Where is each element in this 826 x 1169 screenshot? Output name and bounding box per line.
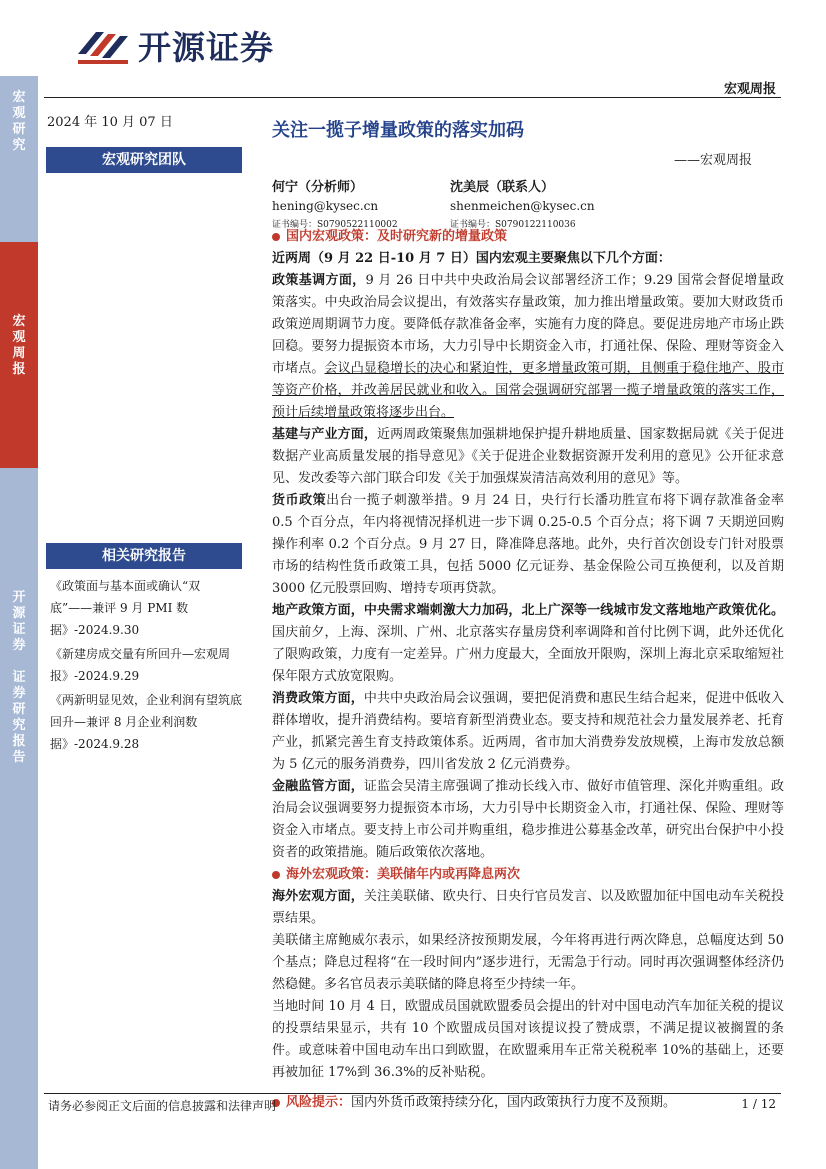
brand-mark-icon [74, 24, 134, 68]
analyst-email[interactable]: shenmeichen@kysec.cn [450, 199, 595, 213]
report-title: 关注一揽子增量政策的落实加码 [272, 120, 524, 141]
sidebar-segment-bottom [0, 468, 38, 1169]
related-reports-list [50, 575, 242, 757]
analyst-card [272, 176, 398, 230]
risk-warning: 风险提示：国内外货币政策持续分化，国内政策执行力度不及预期。 [272, 1092, 784, 1114]
sidebar-segment-top [0, 76, 38, 242]
analyst-name: 何宁（分析师） [272, 180, 364, 195]
footer-disclaimer: 请务必参阅正文后面的信息披露和法律声明 [48, 1099, 277, 1113]
sidebar-segment-mid [0, 242, 38, 468]
left-sidebar [0, 0, 38, 1169]
paragraph: 海外宏观方面，关注美联储、欧央行、日央行官员发言、以及欧盟加征中国电动车关税投票结果。 [272, 889, 784, 926]
paragraph: 地产政策方面，中央需求端刺激大力加码，北上广深等一线城市发文落地地产政策优化。国庆前夕，上海、深圳、广州、北京落实存量房贷利率调降和首付比例下调，此外还优化了限购政策，力度有一定差异。广州力度最大，全面放开限购，深圳上海北京采取缩短社保年限方式放宽限购。 [272, 603, 784, 684]
paragraph: 货币政策出台一揽子刺激举措。9 月 24 日，央行行长潘功胜宣布将下调存款准备金率 0.5 个百分点，年内将视情况择机进一步下调 0.25-0.5 个百分点；将下调 7 天期逆回购操作利率 0.2 个百分点。9 月 27 日，降准降息落地。此外，央行首次创设专门针对股票市场的结构性货币政策工具，包括 5000 亿元证券、基金保险公司互换便利，以及首期 3000 亿元股票回购、增持专项再贷款。 [272, 493, 784, 596]
paragraph: 消费政策方面，中共中央政治局会议强调，要把促消费和惠民生结合起来，促进中低收入群体增收，提升消费结构。要培育新型消费业态。要支持和规范社会力量发展养老、托育产业，抓紧完善生育支持政策体系。近两周，省市加大消费券发放规模，上海市发放总额为 5 亿元的服务消费券，四川省发放 2 亿元消费券。 [272, 691, 784, 772]
report-type: 宏观周报 [723, 82, 776, 97]
header-divider [44, 97, 781, 98]
section-heading: 海外宏观政策：美联储年内或再降息两次 [272, 864, 784, 886]
brand-name: 开源证券 [138, 28, 274, 67]
bullet-icon [272, 233, 280, 241]
analyst-email[interactable]: hening@kysec.cn [272, 199, 379, 213]
report-body [272, 226, 784, 1114]
related-reports-label: 相关研究报告 [46, 543, 242, 569]
sidebar-label-top: 宏 观 研 究 [12, 90, 26, 153]
brand-logo [74, 22, 274, 69]
report-date: 2024 年 10 月 07 日 [47, 115, 173, 130]
related-report-link[interactable]: 《两新明显见效，企业利润有望筑底回升—兼评 8 月企业利润数据》-2024.9.28 [50, 693, 243, 751]
analyst-cert: 证书编号：S0790122110036 [450, 220, 576, 230]
section-heading: 国内宏观政策：及时研究新的增量政策 [272, 226, 784, 248]
paragraph: 当地时间 10 月 4 日，欧盟成员国就欧盟委员会提出的针对中国电动汽车加征关税的提议的投票结果显示，共有 10 个欧盟成员国对该提议投了赞成票，不满足提议被搁置的条件。或意味着中国电动车出口到欧盟，在欧盟乘用车正常关税税率 10%的基础上，还要再被加征 17%到 36.3%的反补贴税。 [272, 999, 784, 1080]
analyst-cert: 证书编号：S0790522110002 [272, 220, 398, 230]
paragraph: 金融监管方面，证监会吴清主席强调了推动长线入市、做好市值管理、深化并购重组。政治局会议强调要努力提振资本市场，大力引导中长期资金入市，打通社保、保险、理财等资金入市堵点。要支持上市公司并购重组，稳步推进公募基金改革，研究出台保护中小投资者的政策措施。随后政策依次落地。 [272, 779, 784, 860]
analyst-name: 沈美辰（联系人） [450, 180, 555, 195]
bullet-icon [272, 871, 280, 879]
report-subtitle: ——宏观周报 [674, 153, 753, 168]
analyst-card [450, 176, 595, 230]
related-report-link[interactable]: 《政策面与基本面或确认“双底”——兼评 9 月 PMI 数据》-2024.9.30 [50, 579, 201, 637]
paragraph: 基建与产业方面，近两周政策聚焦加强耕地保护提升耕地质量、国家数据局就《关于促进数据产业高质量发展的指导意见》《关于促进企业数据资源开发利用的意见》公开征求意见、发改委等六部门联合印发《关于加强煤炭清洁高效利用的意见》等。 [272, 427, 784, 486]
sidebar-label-mid: 宏 观 周 报 [12, 314, 26, 377]
intro-text: 近两周（9 月 22 日-10 月 7 日）国内宏观主要聚焦以下几个方面： [272, 251, 671, 266]
paragraph: 美联储主席鲍威尔表示，如果经济按预期发展，今年将再进行两次降息，总幅度达到 50 个基点；降息过程将“在一段时间内”逐步进行，无需急于行动。同时再次强调整体经济仍然稳健。多名官员表示美联储的降息将至少持续一年。 [272, 933, 784, 992]
page-number: 1 / 12 [741, 1097, 776, 1111]
related-report-link[interactable]: 《新建房成交量有所回升—宏观周报》-2024.9.29 [50, 647, 231, 683]
footer-divider [44, 1093, 781, 1094]
paragraph: 政策基调方面，9 月 26 日中共中央政治局会议部署经济工作；9.29 国常会督促增量政策落实。中央政治局会议提出，有效落实存量政策，加力推出增量政策。要加大财政货币政策逆周期调节力度。要降低存款准备金率，实施有力度的降息。要促进房地产市场止跌回稳。要努力提振资本市场，大力引导中长期资金入市，打通社保、保险、理财等资金入市堵点。会议凸显稳增长的决心和紧迫性，更多增量政策可期，且侧重于稳住地产、股市等资产价格，并改善居民就业和收入。国常会强调研究部署一揽子增量政策的落实工作，预计后续增量政策将逐步出台。 [272, 273, 784, 420]
sidebar-label-bottom: 开 源 证 券 证 券 研 究 报 告 [12, 590, 26, 765]
team-label: 宏观研究团队 [46, 147, 242, 173]
